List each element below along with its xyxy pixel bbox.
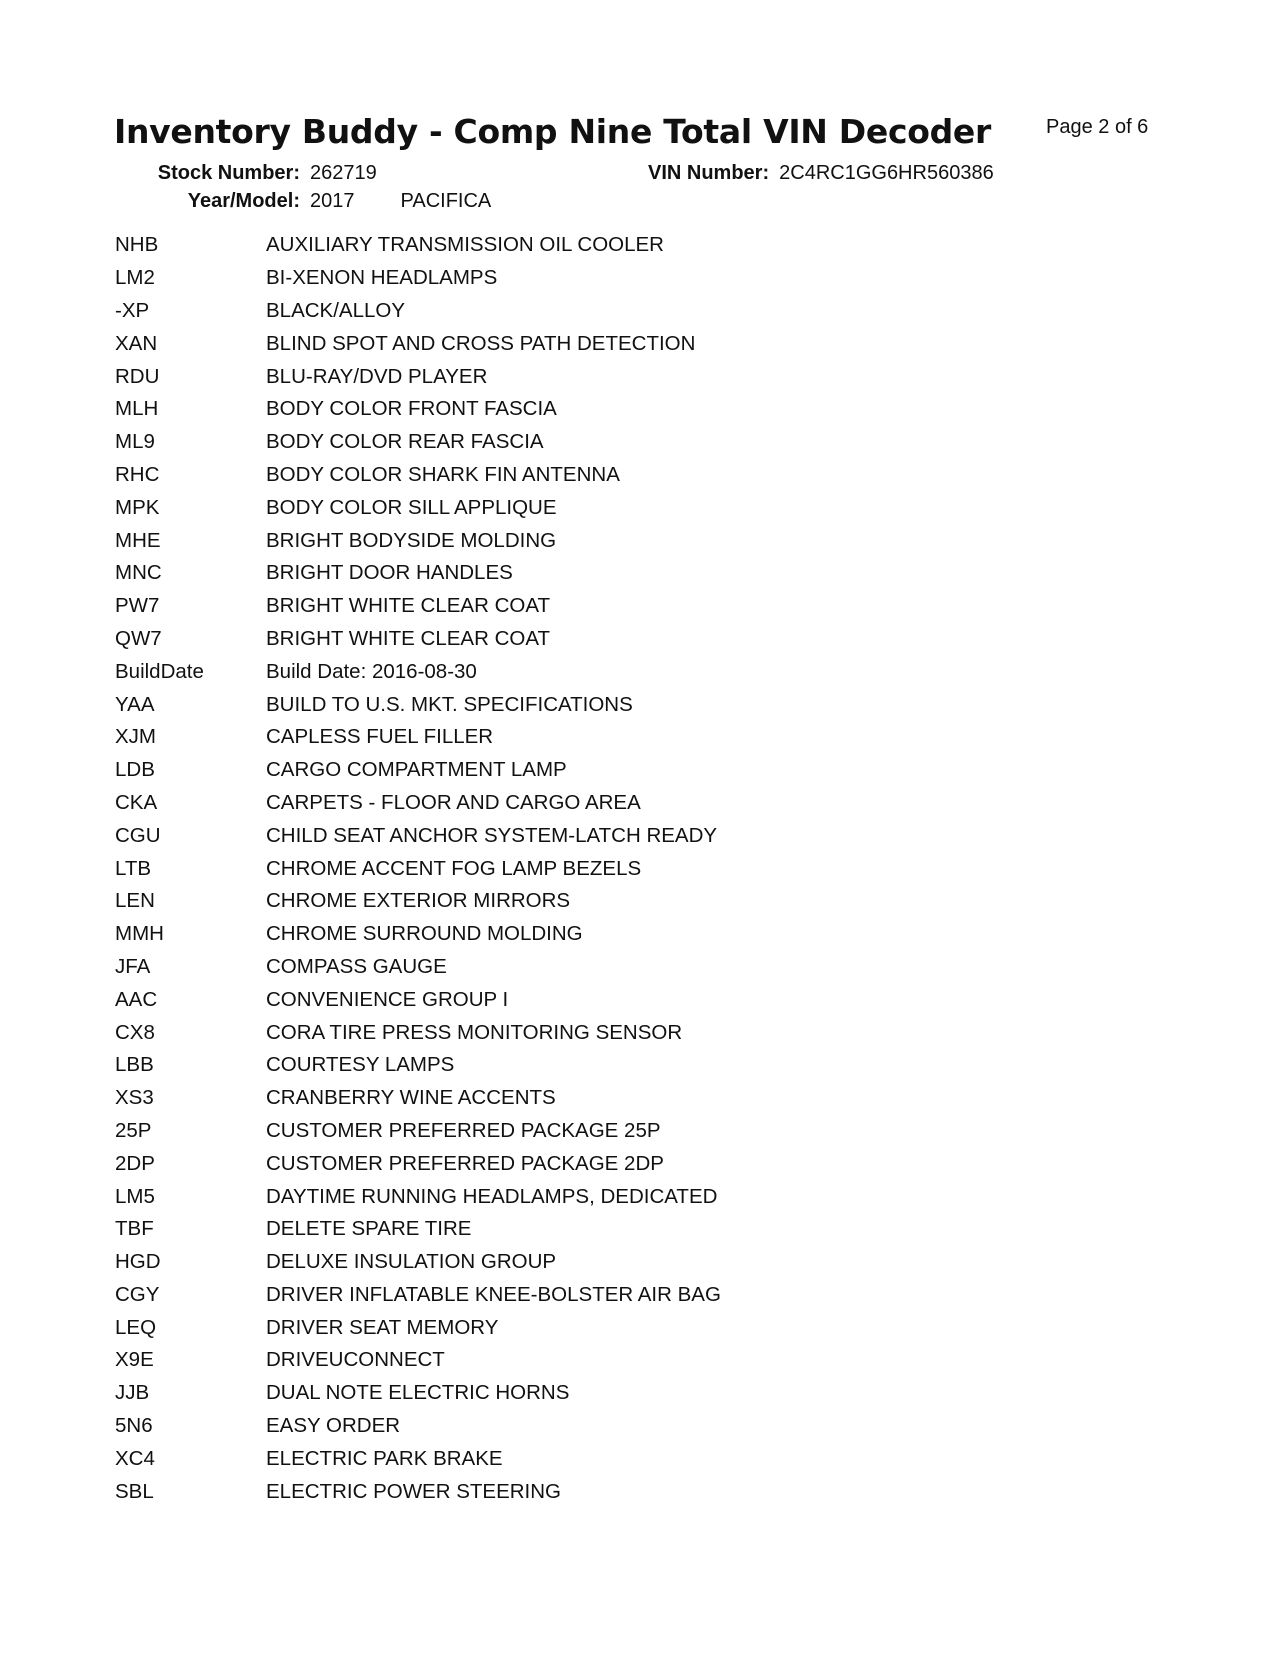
option-description: DELETE SPARE TIRE <box>266 1217 472 1241</box>
option-code: CGU <box>115 823 161 847</box>
option-row <box>115 1377 721 1410</box>
option-code: 25P <box>115 1118 152 1142</box>
option-description: BODY COLOR FRONT FASCIA <box>266 397 557 421</box>
option-row <box>115 491 721 524</box>
option-description: DELUXE INSULATION GROUP <box>266 1250 557 1274</box>
option-row <box>115 1410 721 1443</box>
option-code: XAN <box>115 331 158 355</box>
option-code: 5N6 <box>115 1414 153 1438</box>
option-description: CUSTOMER PREFERRED PACKAGE 2DP <box>266 1151 664 1175</box>
option-code: LDB <box>115 758 155 782</box>
option-row <box>115 1344 721 1377</box>
vin-number-label: VIN Number: <box>648 162 770 184</box>
option-description: BLIND SPOT AND CROSS PATH DETECTION <box>266 331 696 355</box>
option-row <box>115 983 721 1016</box>
option-description: CORA TIRE PRESS MONITORING SENSOR <box>266 1020 683 1044</box>
option-description: BUILD TO U.S. MKT. SPECIFICATIONS <box>266 692 633 716</box>
option-code: ML9 <box>115 430 155 454</box>
option-description: BLACK/ALLOY <box>266 298 406 322</box>
option-code: LBB <box>115 1053 154 1077</box>
option-description: AUXILIARY TRANSMISSION OIL COOLER <box>266 233 664 257</box>
option-row <box>115 623 721 656</box>
option-row <box>115 229 721 262</box>
option-code: 2DP <box>115 1151 155 1175</box>
option-code: MMH <box>115 922 164 946</box>
option-code: LEQ <box>115 1315 157 1339</box>
option-code-list <box>115 229 721 1508</box>
option-row <box>115 426 721 459</box>
option-description: BODY COLOR SHARK FIN ANTENNA <box>266 462 620 486</box>
option-code: X9E <box>115 1348 154 1372</box>
option-code: LM2 <box>115 266 155 290</box>
option-code: NHB <box>115 233 159 257</box>
option-code: XJM <box>115 725 156 749</box>
option-description: CONVENIENCE GROUP I <box>266 987 509 1011</box>
option-code: YAA <box>115 692 155 716</box>
stock-number-line <box>155 162 377 185</box>
option-row <box>115 360 721 393</box>
vin-number-line <box>648 162 994 185</box>
option-description: CARPETS - FLOOR AND CARGO AREA <box>266 790 641 814</box>
year-model-label: Year/Model: <box>187 190 300 212</box>
option-row <box>115 262 721 295</box>
option-description: BI-XENON HEADLAMPS <box>266 266 498 290</box>
option-code: RDU <box>115 364 160 388</box>
option-code: QW7 <box>115 626 162 650</box>
option-row <box>115 852 721 885</box>
option-code: PW7 <box>115 594 160 618</box>
model-value: PACIFICA <box>400 190 492 212</box>
option-code: XS3 <box>115 1086 154 1110</box>
option-row <box>115 918 721 951</box>
option-row <box>115 1442 721 1475</box>
option-code: TBF <box>115 1217 154 1241</box>
option-description: BODY COLOR REAR FASCIA <box>266 430 544 454</box>
option-description: BLU-RAY/DVD PLAYER <box>266 364 488 388</box>
option-row <box>115 885 721 918</box>
option-row <box>115 557 721 590</box>
option-code: CX8 <box>115 1020 155 1044</box>
option-description: DUAL NOTE ELECTRIC HORNS <box>266 1381 570 1405</box>
option-row <box>115 951 721 984</box>
option-description: CHROME ACCENT FOG LAMP BEZELS <box>266 856 642 880</box>
option-code: JJB <box>115 1381 150 1405</box>
option-row <box>115 1016 721 1049</box>
option-code: MHE <box>115 528 161 552</box>
vin-number-value: 2C4RC1GG6HR560386 <box>779 162 994 184</box>
option-row <box>115 1082 721 1115</box>
option-description: COURTESY LAMPS <box>266 1053 455 1077</box>
option-code: MNC <box>115 561 162 585</box>
option-code: AAC <box>115 987 158 1011</box>
option-row <box>115 459 721 492</box>
option-code: LM5 <box>115 1184 155 1208</box>
option-code: LEN <box>115 889 155 913</box>
document-title: Inventory Buddy - Comp Nine Total VIN Decoder <box>114 112 991 151</box>
option-row <box>115 1213 721 1246</box>
option-code: JFA <box>115 954 151 978</box>
option-row <box>115 524 721 557</box>
option-description: Build Date: 2016-08-30 <box>266 659 477 683</box>
option-code: HGD <box>115 1250 161 1274</box>
option-description: DRIVER INFLATABLE KNEE-BOLSTER AIR BAG <box>266 1282 721 1306</box>
option-description: CHROME EXTERIOR MIRRORS <box>266 889 571 913</box>
year-value: 2017 <box>310 190 355 212</box>
option-code: MLH <box>115 397 159 421</box>
option-row <box>115 295 721 328</box>
option-description: DAYTIME RUNNING HEADLAMPS, DEDICATED <box>266 1184 718 1208</box>
stock-number-label: Stock Number: <box>157 162 300 184</box>
option-description: BODY COLOR SILL APPLIQUE <box>266 495 557 519</box>
option-row <box>115 1115 721 1148</box>
option-row <box>115 1147 721 1180</box>
option-row <box>115 327 721 360</box>
option-description: BRIGHT WHITE CLEAR COAT <box>266 626 550 650</box>
option-description: CRANBERRY WINE ACCENTS <box>266 1086 556 1110</box>
option-code: MPK <box>115 495 160 519</box>
option-row <box>115 1475 721 1508</box>
option-row <box>115 1311 721 1344</box>
option-description: CHILD SEAT ANCHOR SYSTEM-LATCH READY <box>266 823 718 847</box>
option-description: BRIGHT BODYSIDE MOLDING <box>266 528 557 552</box>
option-description: ELECTRIC PARK BRAKE <box>266 1446 503 1470</box>
option-row <box>115 1246 721 1279</box>
option-row <box>115 754 721 787</box>
stock-number-value: 262719 <box>310 162 377 184</box>
page-number: Page 2 of 6 <box>1046 116 1149 138</box>
option-code: LTB <box>115 856 152 880</box>
option-description: DRIVER SEAT MEMORY <box>266 1315 499 1339</box>
option-row <box>115 1279 721 1312</box>
option-code: RHC <box>115 462 160 486</box>
option-description: CAPLESS FUEL FILLER <box>266 725 494 749</box>
option-row <box>115 1049 721 1082</box>
option-code: CGY <box>115 1282 160 1306</box>
option-description: BRIGHT WHITE CLEAR COAT <box>266 594 550 618</box>
option-row <box>115 655 721 688</box>
option-row <box>115 721 721 754</box>
option-description: EASY ORDER <box>266 1414 401 1438</box>
option-description: DRIVEUCONNECT <box>266 1348 445 1372</box>
option-description: BRIGHT DOOR HANDLES <box>266 561 513 585</box>
year-model-line <box>155 190 491 213</box>
option-code: SBL <box>115 1479 154 1503</box>
option-code: XC4 <box>115 1446 155 1470</box>
option-row <box>115 393 721 426</box>
option-description: CARGO COMPARTMENT LAMP <box>266 758 567 782</box>
option-description: ELECTRIC POWER STEERING <box>266 1479 562 1503</box>
option-code: BuildDate <box>115 659 204 683</box>
option-row <box>115 688 721 721</box>
option-row <box>115 787 721 820</box>
option-description: CUSTOMER PREFERRED PACKAGE 25P <box>266 1118 661 1142</box>
option-code: -XP <box>115 298 150 322</box>
option-row <box>115 1180 721 1213</box>
option-description: COMPASS GAUGE <box>266 954 447 978</box>
option-row <box>115 590 721 623</box>
option-code: CKA <box>115 790 158 814</box>
option-row <box>115 819 721 852</box>
option-description: CHROME SURROUND MOLDING <box>266 922 583 946</box>
